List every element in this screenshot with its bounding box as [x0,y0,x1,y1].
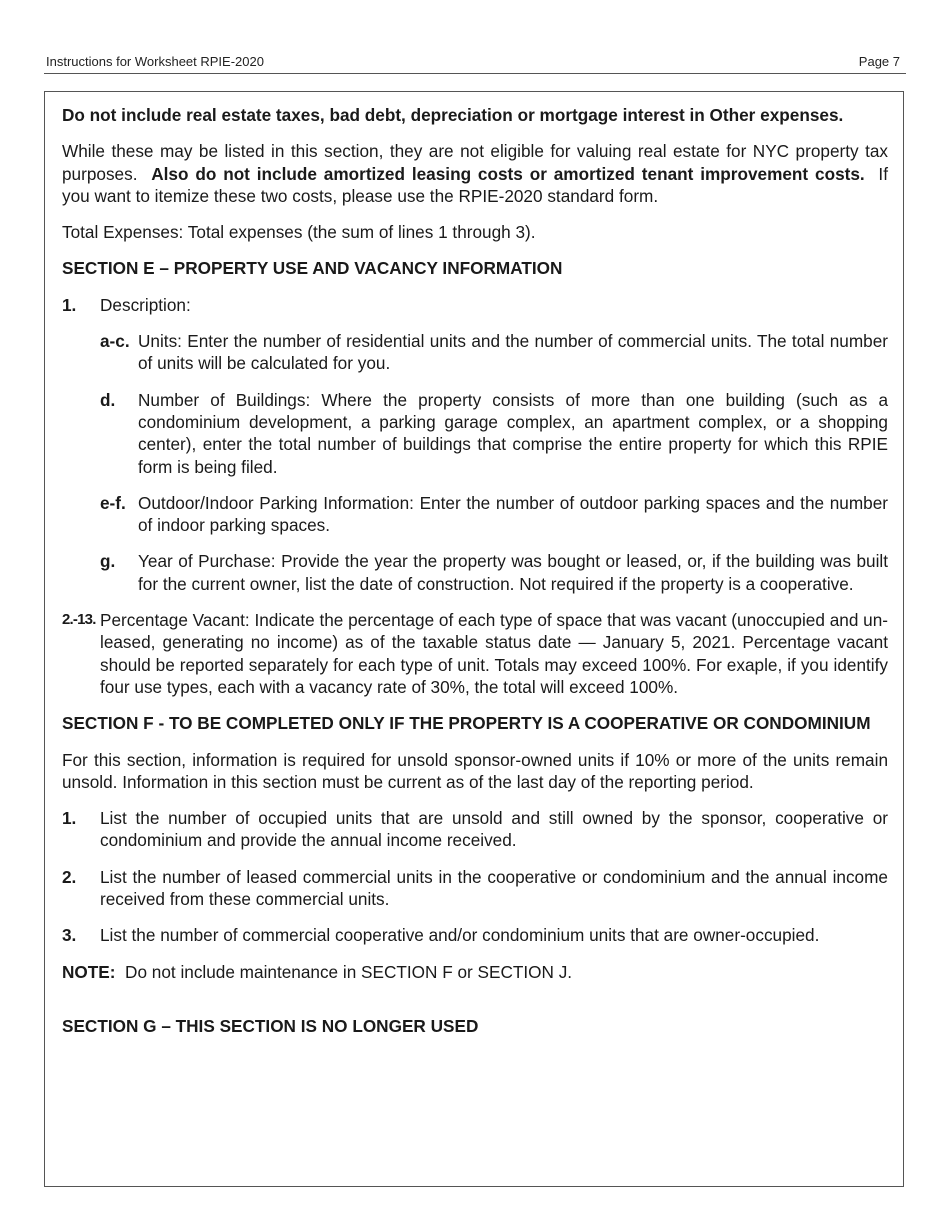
warning-text: Do not include real estate taxes, bad debt, depreciation or mortgage interest in Other expenses. [62,105,844,125]
item-text: Percentage Vacant: Indicate the percentage of each type of space that was vacant (unoccupied and un-leased, generating no income) as of the taxable status date — January 5, 2021. Percentage vacant should be reported separately for each type of unit. Totals may exceed 100%. For exaple, if you identify four use types, each with a vacancy rate of 30%, the total will exceed 100%. [100,610,888,697]
item-number: 1. [62,294,77,315]
document-title: Instructions for Worksheet RPIE-2020 [46,54,264,69]
item-number: 1. [62,808,77,829]
eligibility-text: While these may be listed in this section, they are not eligible for valuing real estate for NYC property tax purposes. [62,141,888,184]
instructions-content [62,104,888,1037]
sub-item-year-of-purchase [62,550,888,595]
sub-item-text: Outdoor/Indoor Parking Information: Enter the number of outdoor parking spaces and the number of indoor parking spaces. [138,492,888,536]
section-f-intro: For this section, information is required for unsold sponsor-owned units if 10% or more of the units remain unsold. Information in this section must be current as of the last day of the reporting period. [62,749,888,792]
note-text: Do not include maintenance in SECTION F or SECTION J. [125,961,573,982]
item-number: 3. [62,925,77,946]
section-f-item-1 [62,807,888,852]
sub-item-label: g. [100,551,116,572]
section-g-heading: SECTION G – THIS SECTION IS NO LONGER USED [62,1015,479,1036]
note-label: NOTE: [62,961,116,982]
section-e-item-2-13 [62,609,888,698]
item-number: 2.-13. [62,611,96,629]
item-number: 2. [62,866,77,887]
section-f-item-3 [62,924,888,946]
total-expenses-text: Total Expenses: Total expenses (the sum of lines 1 through 3). [62,222,536,243]
sub-item-text: Year of Purchase: Provide the year the property was bought or leased, or, if the building was built for the current owner, list the date of construction. Not required if the property is a cooperative. [138,551,888,594]
item-text: List the number of commercial cooperative and/or condominium units that are owner-occupied. [100,925,820,946]
section-f-heading: SECTION F - TO BE COMPLETED ONLY IF THE PROPERTY IS A COOPERATIVE OR CONDOMINIUM [62,713,871,734]
sub-item-text: Units: Enter the number of residential units and the number of commercial units. The total number of units will be calculated for you. [138,331,888,374]
standard-form-note: If you want to itemize these two costs, please use the RPIE-2020 standard form. [62,163,888,206]
item-text: List the number of leased commercial units in the cooperative or condominium and the annual income received from these commercial units. [100,866,888,910]
instructions-box [44,91,904,1187]
sub-item-parking [62,492,888,537]
page-header [46,54,904,74]
eligibility-paragraph [62,140,888,207]
sub-item-label: a-c. [100,331,130,352]
header-divider [44,73,906,74]
section-f-note [62,961,888,983]
sub-item-label: d. [100,389,116,410]
section-e-heading: SECTION E – PROPERTY USE AND VACANCY INFORMATION [62,258,563,279]
page-number: Page 7 [858,54,900,69]
sub-item-text: Number of Buildings: Where the property consists of more than one building (such as a condominium development, a parking garage complex, an apartment complex, or a shopping center), enter the total number of buildings that comprise the entire property for which this RPIE form is being filed. [138,389,888,477]
section-f-item-2 [62,866,888,911]
sub-item-label: e-f. [100,492,126,513]
sub-item-buildings [62,389,888,478]
amortized-costs-warning: Also do not include amortized leasing costs or amortized tenant improvement costs. [151,163,865,184]
sub-item-units [62,330,888,375]
item-text: Description: [100,294,191,315]
section-e-item-1 [62,294,888,316]
item-text: List the number of occupied units that are unsold and still owned by the sponsor, cooperative or condominium and provide the annual income received. [100,808,888,851]
